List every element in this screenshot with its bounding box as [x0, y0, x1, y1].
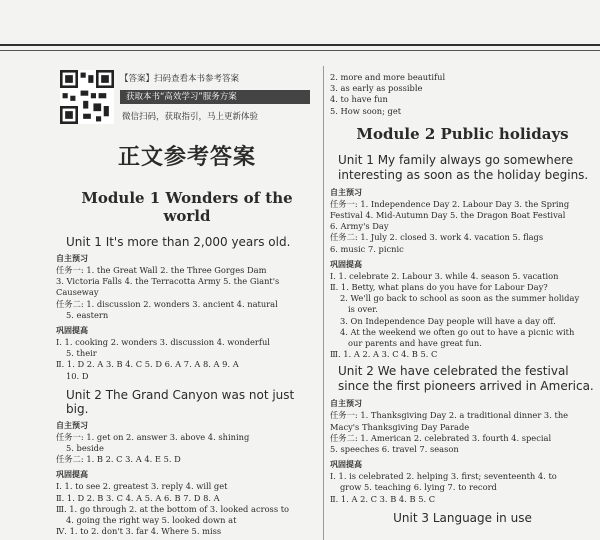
answer-line: 任务二: 1. July 2. closed 3. work 4. vacation 5. flags [330, 232, 544, 243]
answer-line: 3. as early as possible [330, 83, 423, 94]
answer-line: Ⅰ. 1. is celebrated 2. helping 3. first; seventeenth 4. to [330, 471, 557, 482]
answer-line: our parents and have great fun. [348, 338, 482, 349]
section-label: 自主预习 [56, 420, 88, 430]
answer-line: 6. Army's Day [330, 221, 389, 232]
qr-instructions: 微信扫码，获取指引，马上更新体验 [122, 112, 259, 122]
top-rule-thin [0, 50, 600, 51]
module-1-heading: Module 1 Wonders of the world [81, 189, 293, 225]
top-rule [0, 44, 600, 46]
answer-line: Ⅱ. 1. A 2. C 3. B 4. B 5. C [330, 493, 436, 504]
answer-line: 10. D [66, 370, 89, 381]
answer-line: 5. eastern [66, 309, 109, 320]
module-2-heading: Module 2 Public holidays [356, 124, 569, 143]
qr-answer-tag: 【答案】扫码查看本书参考答案 [120, 74, 240, 84]
answer-line: 任务一: 1. Thanksgiving Day 2. a traditional dinner 3. the [330, 410, 569, 421]
answer-line: 任务二: 1. B 2. C 3. A 4. E 5. D [56, 454, 181, 465]
answer-line: 5. beside [66, 443, 104, 454]
answer-line: 5. How soon; get [330, 105, 402, 116]
answer-line: Ⅲ. 1. go through 2. at the bottom of 3. looked across to [56, 503, 290, 514]
qr-header [56, 66, 318, 138]
answer-line: 任务一: 1. get on 2. answer 3. above 4. shining [56, 431, 250, 442]
answer-line: Ⅰ. 1. cooking 2. wonders 3. discussion 4. wonderful [56, 337, 270, 348]
section-label: 巩固提高 [330, 259, 362, 269]
answer-line: Festival 4. Mid-Autumn Day 5. the Dragon Boat Festival [330, 210, 566, 221]
answer-line: Ⅲ. 1. A 2. A 3. C 4. B 5. C [330, 349, 438, 360]
answer-line: 3. Victoria Falls 4. the Terracotta Army 5. the Giant's [56, 276, 280, 287]
section-label: 自主预习 [330, 187, 362, 197]
answer-line: 3. On Independence Day people will have a day off. [340, 315, 556, 326]
answer-line: 4. to have fun [330, 94, 388, 105]
page-title: 正文参考答案 [117, 145, 256, 170]
answer-line: Ⅱ. 1. D 2. B 3. C 4. A 5. A 6. B 7. D 8. A [56, 492, 220, 503]
answer-line: 4. At the weekend we often go out to have a picnic with [340, 326, 575, 337]
answer-line: Ⅱ. 1. D 2. A 3. B 4. C 5. D 6. A 7. A 8. A 9. A [56, 359, 239, 370]
answer-line: Ⅰ. 1. celebrate 2. Labour 3. while 4. season 5. vacation [330, 270, 559, 281]
answer-line: 任务二: 1. discussion 2. wonders 3. ancient 4. natural [56, 298, 278, 309]
answer-line: Macy's Thanksgiving Day Parade [330, 421, 470, 432]
answer-line: 任务一: 1. the Great Wall 2. the Three Gorges Dam [56, 265, 267, 275]
answer-line: 5. speeches 6. travel 7. season [330, 444, 459, 455]
answer-line: Ⅱ. 1. Betty, what plans do you have for Labour Day? [330, 282, 548, 293]
section-label: 巩固提高 [56, 470, 88, 480]
answer-line: 2. more and more beautiful [330, 72, 446, 82]
unit-1-heading: Unit 1 My family always go somewhere interesting as soon as the holiday begins. [338, 152, 589, 182]
answer-line: 2. We'll go back to school as soon as the summer holiday [340, 293, 580, 304]
unit-3-heading: Unit 3 Language in use [393, 510, 532, 525]
section-label: 自主预习 [56, 254, 88, 263]
answer-line: is over. [348, 304, 378, 315]
answer-line: 5. their [66, 348, 97, 359]
unit-2-heading: Unit 2 The Grand Canyon was not just big. [66, 387, 295, 416]
right-column [330, 72, 595, 525]
answer-line: grow 5. teaching 6. lying 7. to record [340, 482, 497, 493]
answer-line: 任务二: 1. American 2. celebrated 3. fourth 4. special [330, 432, 552, 443]
answer-line: 4. going the right way 5. looked down at [66, 515, 237, 526]
answer-line: Ⅰ. 1. to see 2. greatest 3. reply 4. will get [56, 481, 228, 492]
answer-line: Causeway [56, 287, 99, 298]
column-divider [323, 66, 324, 540]
answer-line: 6. music 7. picnic [330, 243, 404, 254]
qr-code-icon[interactable] [60, 70, 114, 124]
unit-2-heading: Unit 2 We have celebrated the festival since the first pioneers arrived in America. [338, 364, 594, 394]
unit-1-heading: Unit 1 It's more than 2,000 years old. [66, 235, 291, 249]
answer-line: 任务一: 1. Independence Day 2. Labour Day 3. the Spring [330, 198, 570, 209]
answer-line: Ⅳ. 1. to 2. don't 3. far 4. Where 5. miss [56, 526, 222, 537]
left-column [56, 66, 318, 537]
section-label: 自主预习 [330, 399, 362, 409]
section-label: 巩固提高 [330, 460, 362, 470]
qr-service-banner: 获取本书“高效学习”服务方案 [120, 90, 310, 104]
section-label: 巩固提高 [56, 326, 88, 336]
